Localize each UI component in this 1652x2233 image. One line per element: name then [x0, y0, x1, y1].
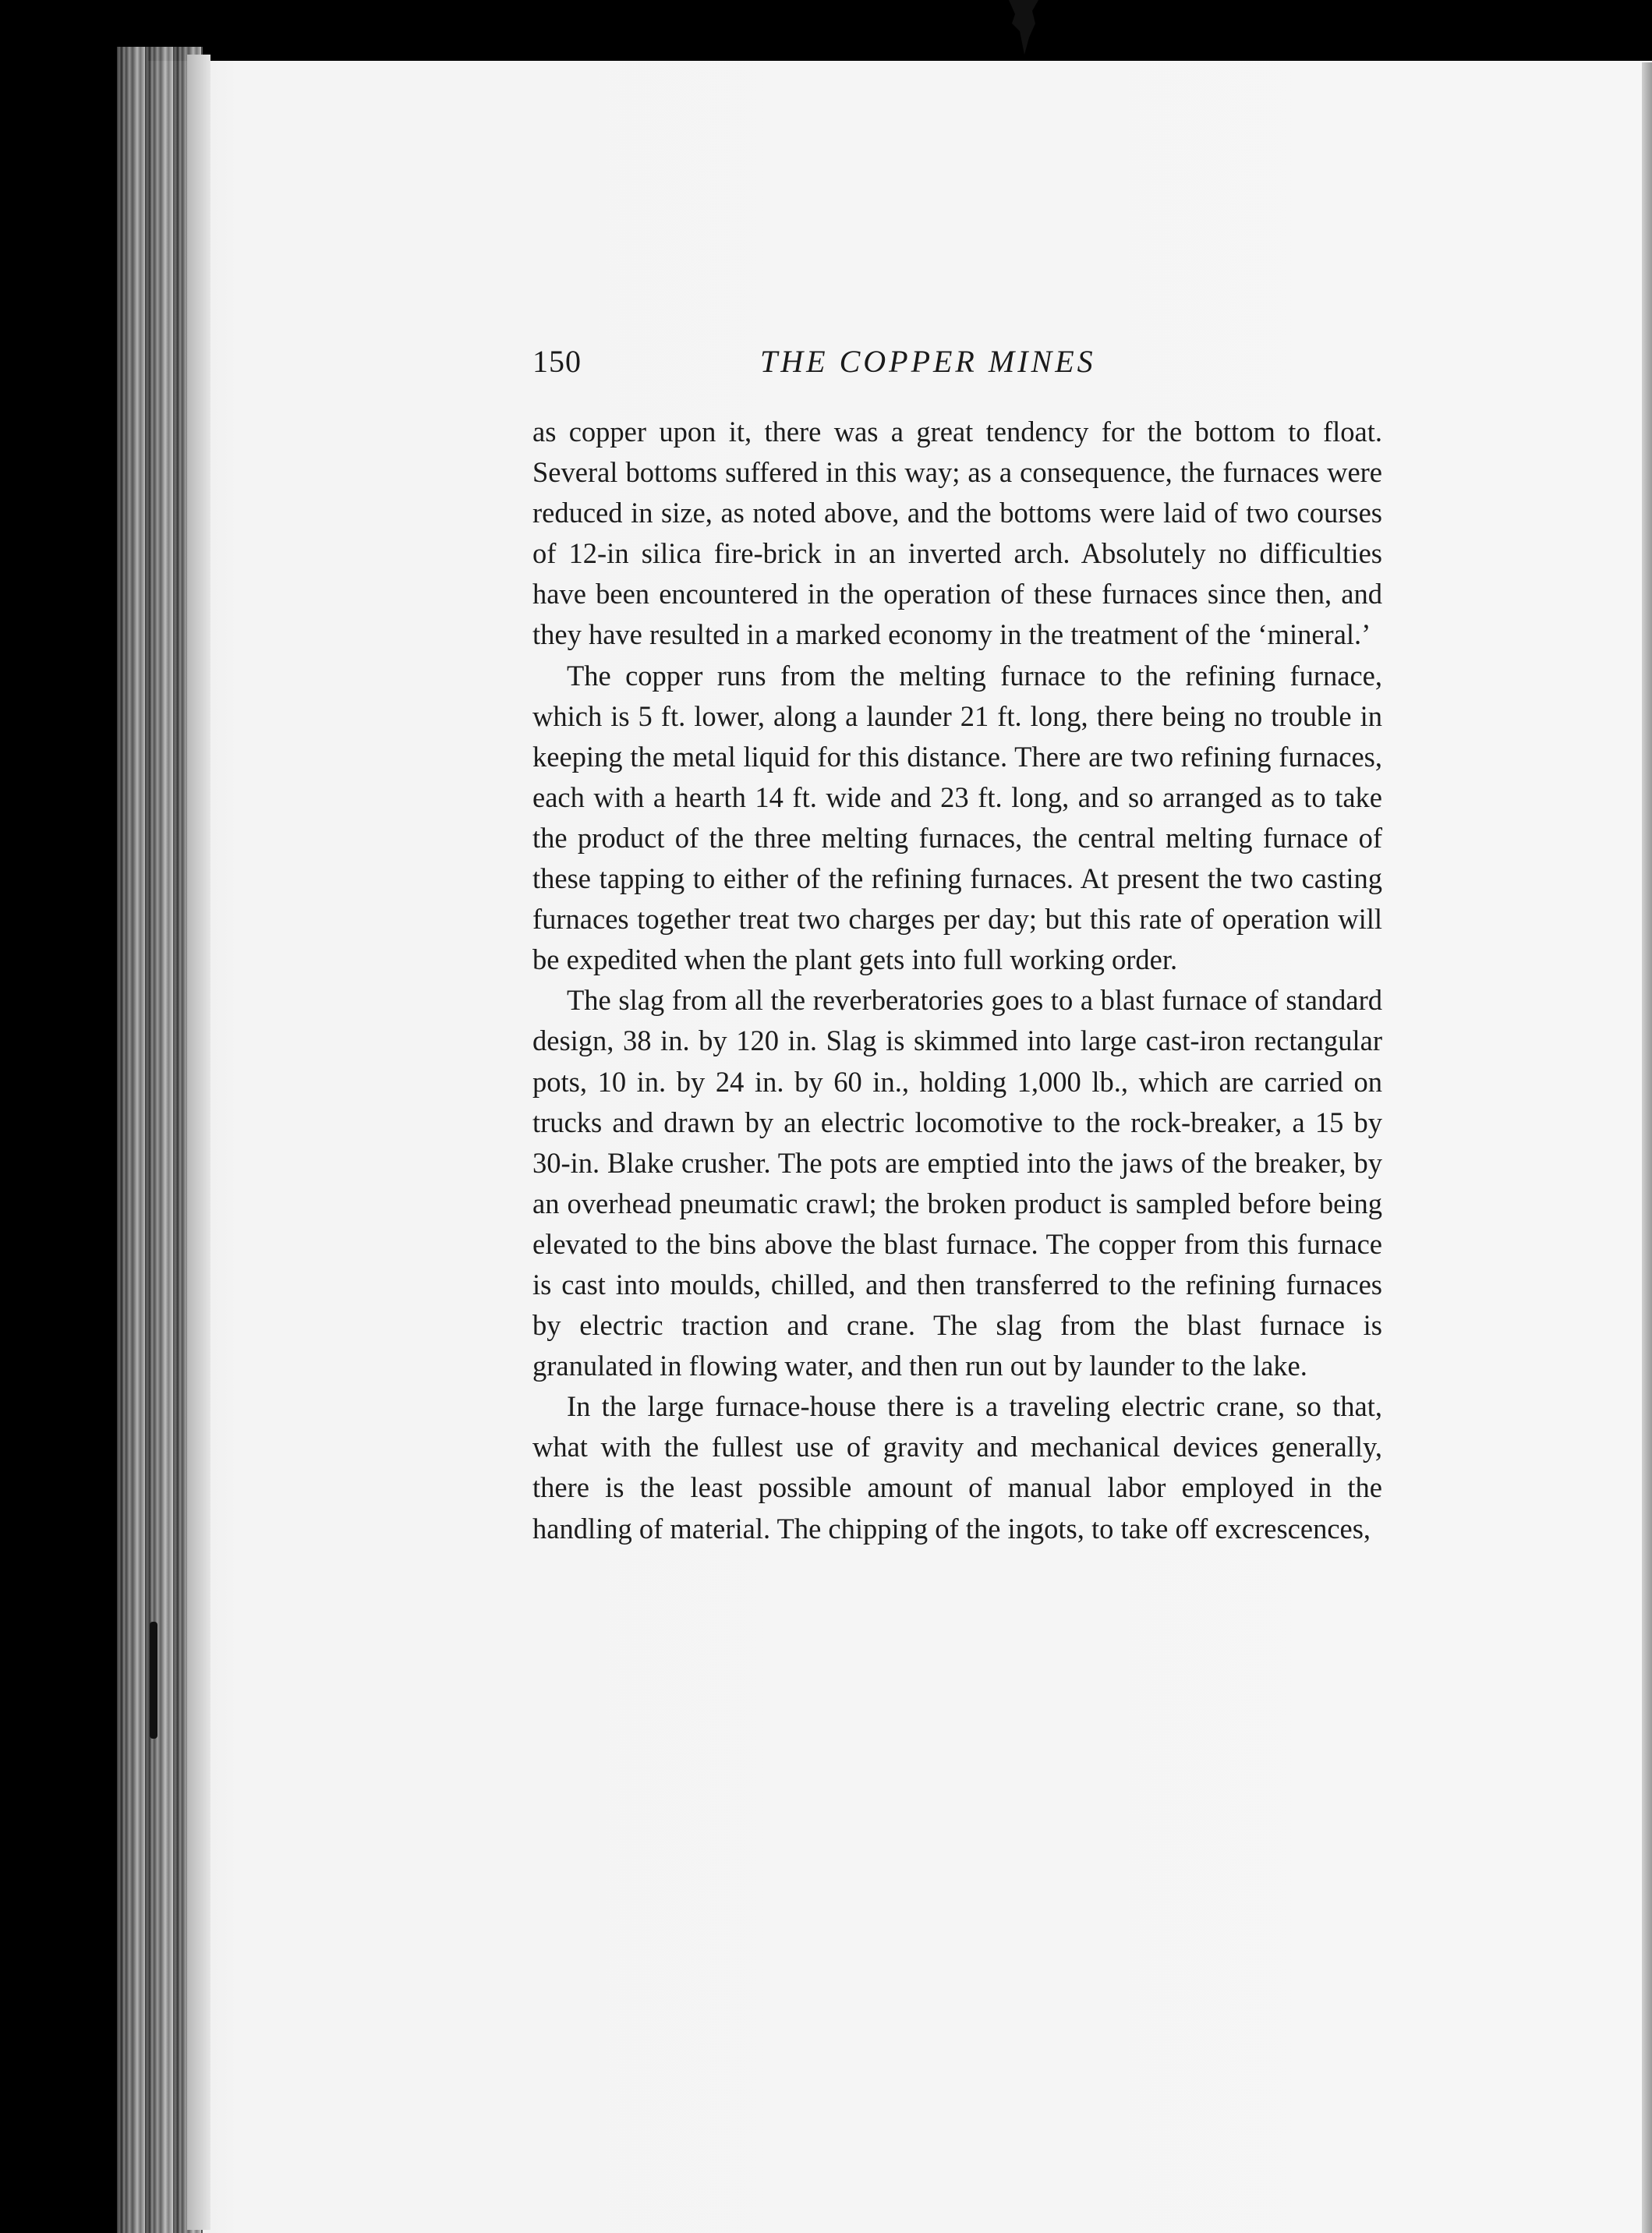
- paragraph: The slag from all the reverberatories goes to a blast furnace of standard design, 38 in. by 120 in. Slag is skimmed into large cast-iron rectangular pots, 10 in. by 24 in. by 60 in., holding 1,000 lb., which are carried on trucks and drawn by an electric locomotive to the rock-breaker, a 15 by 30-in. Blake crusher. The pots are emptied into the jaws of the breaker, by an overhead pneumatic crawl; the broken product is sampled before being elevated to the bins above the blast furnace. The copper from this furnace is cast into moulds, chilled, and then transferred to the refining furnaces by electric traction and crane. The slag from the blast furnace is granulated in flowing water, and then run out by launder to the lake.: [532, 984, 1382, 1382]
- top-edge-mark: [1004, 0, 1042, 62]
- paragraph: The copper runs from the melting furnace to the refining furnace, which is 5 ft. lower, along a launder 21 ft. long, there being no trouble in keeping the metal liquid for this distance. There are two refining furnaces, each with a hearth 14 ft. wide and 23 ft. long, and so arranged as to take the product of the three melting furnaces, the central melting furnace of these tapping to either of the refining furnaces. At present the two casting furnaces together treat two charges per day; but this rate of operation will be expedited when the plant gets into full working order.: [532, 659, 1382, 976]
- paragraph: In the large furnace-house there is a traveling electric crane, so that, what with the fullest use of gravity and mechanical devices generally, there is the least possible amount of manual labor employed in the handling of material. The chipping of the ingots, to take off excrescences,: [532, 1390, 1382, 1545]
- paragraph: as copper upon it, there was a great tendency for the bottom to float. Several bottoms suffered in this way; as a consequence, the furnaces were reduced in size, as noted above, and the bottoms were laid of two courses of 12-in silica fire-brick in an inverted arch. Absolutely no difficulties have been encountered in the operation of these furnaces since then, and they have resulted in a marked economy in the treatment of the ‘mineral.’: [532, 416, 1382, 651]
- body-text: [532, 412, 1382, 1549]
- spine-mark: [150, 1622, 157, 1739]
- binding-edge: [187, 55, 210, 2230]
- page-header: [532, 343, 1382, 390]
- page-right-edge: [1642, 62, 1652, 2233]
- running-head: THE COPPER MINES: [760, 344, 1096, 379]
- page-number: 150: [532, 344, 582, 379]
